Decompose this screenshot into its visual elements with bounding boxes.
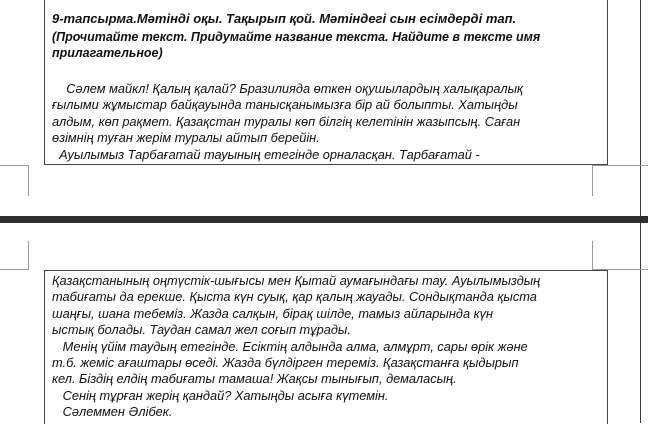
margin-corner-mark [0, 165, 29, 196]
text-line: Қазақстанының оңтүстік-шығысы мен Қытай аумағындағы тау. Ауылымыздың [52, 273, 541, 288]
letter-text-bottom [52, 273, 604, 421]
text-line: өзімнің туған жерім туралы айтып берейін. [52, 130, 320, 146]
text-line: табиғаты да ерекше. Қыста күн суық, қар қалың жауады. Сондықтанда қыста [52, 289, 537, 305]
page-separator [0, 216, 648, 223]
margin-corner-mark [0, 241, 29, 270]
text-line: Менің үйім таудың етегінде. Есіктің алдында алма, алмұрт, сары өрік және [52, 338, 528, 354]
text-line: Сәлем майкл! Қалың қалай? Бразилияда өткен оқушылардың халықаралық [52, 81, 524, 96]
text-line: Ауылымыз Тарбағатай тауының етегінде орналасқан. Тарбағатай - [52, 146, 480, 162]
margin-corner-mark [592, 165, 648, 196]
text-line: шаңғы, шана тебеміз. Жазда салқын, бірақ шілде, тамыз айларында күн [52, 305, 494, 321]
task-heading: 9-тапсырма.Мәтінді оқы. Тақырып қой. Мәтіндегі сын есімдерді тап. [52, 11, 517, 26]
text-line: ыстық болады. Таудан самал жел соғып тұрады. [52, 322, 351, 338]
text-line: алдым, көп рақмет. Қазақстан туралы көп білгің келетінін жазыпсың. Саған [52, 113, 521, 129]
task-translation [52, 29, 602, 61]
document-page-bottom [0, 223, 641, 423]
task-translation-line: прилагательное) [52, 46, 163, 60]
text-line: ғылыми жұмыстар байқауында танысқанымызға бір ай болыпты. Хатыңды [52, 97, 518, 113]
text-line: кел. Біздің елдің табиғаты тамаша! Жақсы тынығып, демаласың. [52, 371, 457, 387]
letter-text-top [52, 81, 604, 163]
text-line: Сенің тұрған жерің қандай? Хатыңды асыға күтемін. [52, 387, 389, 403]
text-line: т.б. жеміс ағаштары өседі. Жазда бүлдірген тереміз. Қазақстанға қыдырып [52, 354, 519, 370]
task-translation-line: (Прочитайте текст. Придумайте название текста. Найдите в тексте имя [52, 30, 541, 44]
margin-line [0, 165, 28, 166]
margin-corner-mark [592, 241, 648, 270]
text-line: Сәлеммен Әлібек. [52, 404, 173, 420]
